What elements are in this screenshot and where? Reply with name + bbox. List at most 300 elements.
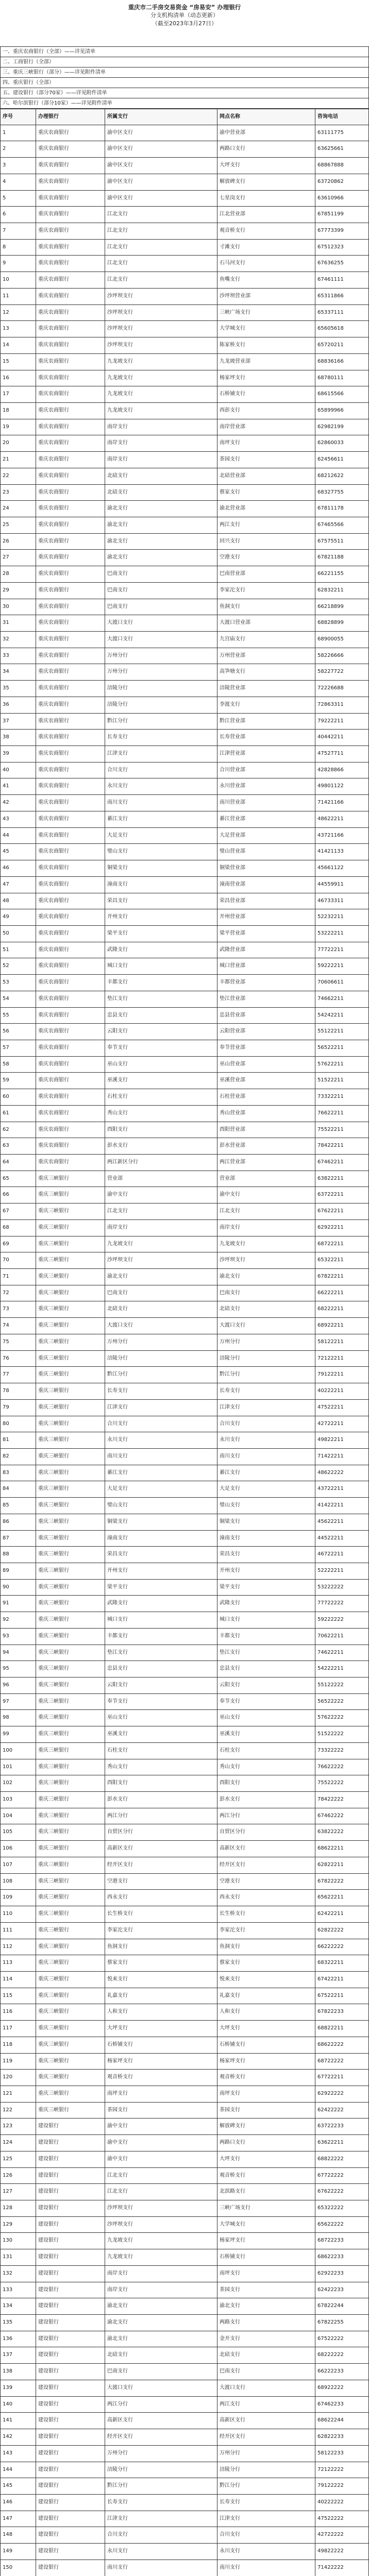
cell-bank: 重庆农商银行: [36, 386, 105, 402]
cell-outlet: 开州支行: [217, 1563, 315, 1579]
cell-outlet: 巫溪支行: [217, 1726, 315, 1742]
cell-phone: 68622233: [315, 2249, 369, 2265]
cell-phone: 68622244: [315, 2413, 369, 2429]
cell-outlet: 大足营业部: [217, 828, 315, 844]
cell-phone: 67722211: [315, 2070, 369, 2086]
cell-outlet: 奉节支行: [217, 1694, 315, 1710]
table-row: [0, 615, 369, 632]
cell-phone: 65311866: [315, 289, 369, 304]
table-row: [0, 2298, 369, 2315]
cell-outlet: 高新区支行: [217, 2413, 315, 2429]
cell-outlet: 北碚支行: [217, 2347, 315, 2363]
note-item: 一、重庆农商银行（全部）——详见清单: [0, 47, 369, 57]
cell-branch: 渝中区支行: [105, 174, 217, 190]
cell-branch: 巴南支行: [105, 566, 217, 582]
cell-index: 22: [0, 468, 36, 484]
cell-outlet: 观音桥支行: [217, 223, 315, 239]
cell-bank: 重庆三峡银行: [36, 1367, 105, 1383]
cell-outlet: 蔡家支行: [217, 1955, 315, 1971]
cell-bank: 重庆三峡银行: [36, 1547, 105, 1563]
cell-phone: 42722222: [315, 2527, 369, 2543]
table-row: [0, 2511, 369, 2528]
cell-phone: 51522222: [315, 1726, 369, 1742]
cell-bank: 重庆三峡银行: [36, 1285, 105, 1301]
cell-branch: 营业部: [105, 1171, 217, 1187]
cell-index: 148: [0, 2527, 36, 2543]
table-row: [0, 174, 369, 191]
cell-phone: 68222211: [315, 1301, 369, 1317]
cell-bank: 重庆三峡银行: [36, 1465, 105, 1481]
cell-phone: 54242211: [315, 1008, 369, 1024]
cell-index: 120: [0, 2070, 36, 2086]
cell-branch: 巴南支行: [105, 583, 217, 599]
cell-outlet: 万州分行: [217, 2446, 315, 2462]
cell-index: 106: [0, 1841, 36, 1857]
cell-bank: 重庆三峡银行: [36, 1449, 105, 1465]
cell-phone: 48622211: [315, 811, 369, 827]
cell-phone: 70622211: [315, 1629, 369, 1645]
table-row: [0, 386, 369, 403]
table-row: [0, 1465, 369, 1482]
table-row: [0, 1024, 369, 1040]
cell-phone: 68615566: [315, 386, 369, 402]
cell-outlet: 礼嘉支行: [217, 1988, 315, 2004]
cell-outlet: 渝中营业部: [217, 125, 315, 141]
cell-index: 91: [0, 1596, 36, 1612]
cell-outlet: 两江支行: [217, 517, 315, 533]
cell-phone: 67851199: [315, 207, 369, 223]
cell-branch: 江北支行: [105, 223, 217, 239]
document-title: 重庆市二手房交易资金 “房易安” 办理银行: [128, 4, 241, 11]
cell-branch: 两江新区分行: [105, 1155, 217, 1171]
cell-outlet: 铜梁营业部: [217, 860, 315, 876]
cell-branch: 鱼洞支行: [105, 1939, 217, 1955]
table-row: [0, 2086, 369, 2103]
cell-outlet: 巫溪营业部: [217, 1073, 315, 1089]
cell-outlet: 大渡口支行: [217, 1318, 315, 1334]
cell-branch: 经开区支行: [105, 2429, 217, 2445]
cell-index: 112: [0, 1939, 36, 1955]
cell-branch: 合川支行: [105, 1416, 217, 1432]
cell-bank: 重庆三峡银行: [36, 1743, 105, 1759]
table-row: [0, 1269, 369, 1285]
cell-branch: 渝北支行: [105, 534, 217, 550]
cell-index: 95: [0, 1661, 36, 1677]
cell-index: 141: [0, 2413, 36, 2429]
cell-outlet: 巫山支行: [217, 1710, 315, 1726]
cell-bank: 重庆三峡银行: [36, 1334, 105, 1350]
cell-outlet: 大学城支行: [217, 2217, 315, 2233]
cell-branch: 渝北支行: [105, 501, 217, 517]
cell-branch: 彭水支行: [105, 1792, 217, 1808]
cell-branch: 巴南支行: [105, 1285, 217, 1301]
cell-bank: 重庆三峡银行: [36, 1612, 105, 1628]
cell-phone: 62922211: [315, 1220, 369, 1236]
cell-branch: 高新区支行: [105, 1841, 217, 1857]
cell-bank: 重庆农商银行: [36, 1024, 105, 1040]
cell-outlet: 茶园支行: [217, 2282, 315, 2298]
cell-phone: 63625661: [315, 141, 369, 157]
table-row: [0, 305, 369, 321]
table-row: [0, 2135, 369, 2151]
cell-bank: 建设银行: [36, 2364, 105, 2380]
table-row: [0, 1514, 369, 1531]
cell-index: 86: [0, 1514, 36, 1530]
table-row: [0, 2004, 369, 2021]
cell-phone: 42828866: [315, 762, 369, 778]
cell-index: 46: [0, 860, 36, 876]
cell-bank: 重庆三峡银行: [36, 1824, 105, 1840]
cell-outlet: 巴南支行: [217, 1285, 315, 1301]
cell-branch: 涪陵分行: [105, 697, 217, 713]
cell-outlet: 两江支行: [217, 2397, 315, 2413]
cell-phone: 40442211: [315, 730, 369, 745]
cell-phone: 59222222: [315, 1612, 369, 1628]
table-row: [0, 550, 369, 566]
cell-outlet: 万州分行: [217, 1334, 315, 1350]
cell-phone: 76622211: [315, 1106, 369, 1122]
cell-index: 89: [0, 1563, 36, 1579]
cell-bank: 重庆农商银行: [36, 714, 105, 730]
cell-outlet: 杨家坪支行: [217, 2054, 315, 2070]
cell-phone: 70606611: [315, 975, 369, 991]
table-row: [0, 1383, 369, 1400]
note-item: 二、工商银行（全部）: [0, 57, 369, 67]
cell-index: 143: [0, 2446, 36, 2462]
table-row: [0, 1563, 369, 1580]
cell-phone: 63610966: [315, 191, 369, 207]
table-row: [0, 1073, 369, 1089]
cell-bank: 重庆农商银行: [36, 403, 105, 419]
cell-bank: 重庆三峡银行: [36, 1906, 105, 1922]
cell-index: 34: [0, 664, 36, 680]
cell-bank: 建设银行: [36, 2462, 105, 2478]
table-row: [0, 1204, 369, 1220]
table-row: [0, 2070, 369, 2086]
cell-index: 109: [0, 1890, 36, 1906]
cell-branch: 江北支行: [105, 1204, 217, 1219]
cell-bank: 重庆农商银行: [36, 289, 105, 304]
cell-index: 93: [0, 1629, 36, 1645]
cell-phone: 40222222: [315, 2495, 369, 2511]
cell-phone: 68922211: [315, 1318, 369, 1334]
cell-phone: 66221155: [315, 566, 369, 582]
cell-branch: 沙坪坝支行: [105, 289, 217, 304]
cell-branch: 观音桥支行: [105, 2070, 217, 2086]
cell-outlet: 巴南支行: [217, 2364, 315, 2380]
cell-phone: 68622211: [315, 1841, 369, 1857]
cell-index: 39: [0, 746, 36, 762]
cell-phone: 54222211: [315, 1661, 369, 1677]
cell-phone: 73322211: [315, 1089, 369, 1105]
cell-phone: 46722211: [315, 1547, 369, 1563]
cell-bank: 建设银行: [36, 2266, 105, 2282]
cell-branch: 武隆支行: [105, 942, 217, 958]
cell-index: 111: [0, 1923, 36, 1939]
cell-phone: 67636255: [315, 256, 369, 272]
cell-index: 74: [0, 1318, 36, 1334]
cell-outlet: 南川支行: [217, 1449, 315, 1465]
table-row: [0, 714, 369, 730]
cell-phone: 65622211: [315, 1890, 369, 1906]
cell-outlet: 巫山营业部: [217, 1057, 315, 1073]
table-row: [0, 2495, 369, 2511]
cell-phone: 75522222: [315, 1775, 369, 1791]
cell-branch: 南川支行: [105, 2560, 217, 2576]
cell-index: 45: [0, 844, 36, 860]
cell-branch: 沙坪坝支行: [105, 321, 217, 337]
cell-branch: 万州分行: [105, 2446, 217, 2462]
cell-outlet: 永川支行: [217, 2544, 315, 2560]
cell-branch: 南川支行: [105, 795, 217, 811]
cell-phone: 46733311: [315, 893, 369, 909]
table-row: [0, 1890, 369, 1906]
cell-bank: 建设银行: [36, 2168, 105, 2184]
cell-index: 122: [0, 2103, 36, 2119]
cell-bank: 重庆农商银行: [36, 648, 105, 664]
cell-branch: 垫江支行: [105, 1645, 217, 1661]
cell-branch: 石桥铺支行: [105, 2037, 217, 2053]
cell-bank: 重庆农商银行: [36, 778, 105, 794]
cell-bank: 建设银行: [36, 2331, 105, 2347]
notes-list: [0, 46, 369, 109]
cell-index: 115: [0, 1988, 36, 2004]
cell-branch: 垫江支行: [105, 991, 217, 1007]
cell-index: 37: [0, 714, 36, 730]
cell-phone: 62822233: [315, 2429, 369, 2445]
cell-outlet: 空港支行: [217, 1874, 315, 1890]
cell-bank: 重庆农商银行: [36, 828, 105, 844]
table-row: [0, 2249, 369, 2266]
cell-phone: 65322211: [315, 1252, 369, 1268]
cell-bank: 建设银行: [36, 2233, 105, 2249]
cell-index: 132: [0, 2266, 36, 2282]
cell-branch: 九龙坡支行: [105, 2233, 217, 2249]
cell-bank: 重庆农商银行: [36, 240, 105, 256]
cell-outlet: 陈家桥支行: [217, 337, 315, 353]
cell-index: 58: [0, 1057, 36, 1073]
table-row: [0, 2151, 369, 2168]
table-row: [0, 534, 369, 550]
cell-branch: 大渡口支行: [105, 1318, 217, 1334]
cell-outlet: 茶园支行: [217, 452, 315, 468]
cell-bank: 重庆三峡银行: [36, 1498, 105, 1514]
cell-branch: 沙坪坝支行: [105, 2200, 217, 2216]
cell-phone: 74622211: [315, 1645, 369, 1661]
cell-index: 36: [0, 697, 36, 713]
cell-bank: 重庆三峡银行: [36, 1939, 105, 1955]
cell-branch: 南岸支行: [105, 2282, 217, 2298]
cell-outlet: 寸滩支行: [217, 240, 315, 256]
document-header: [0, 0, 369, 46]
cell-bank: 重庆三峡银行: [36, 1955, 105, 1971]
table-row: [0, 1939, 369, 1956]
table-row: [0, 1351, 369, 1367]
cell-index: 127: [0, 2184, 36, 2200]
cell-branch: 长寿支行: [105, 730, 217, 745]
cell-phone: 53222211: [315, 926, 369, 942]
table-row: [0, 2397, 369, 2413]
cell-outlet: 李家沱支行: [217, 583, 315, 599]
cell-index: 116: [0, 2004, 36, 2020]
cell-branch: 渝北支行: [105, 550, 217, 566]
cell-bank: 重庆三峡银行: [36, 1432, 105, 1448]
cell-phone: 68722222: [315, 2054, 369, 2070]
cell-outlet: 荣昌营业部: [217, 893, 315, 909]
cell-phone: 62922233: [315, 2266, 369, 2282]
cell-bank: 重庆三峡银行: [36, 1596, 105, 1612]
cell-bank: 重庆农商银行: [36, 534, 105, 550]
cell-bank: 重庆农商银行: [36, 632, 105, 648]
cell-bank: 重庆三峡银行: [36, 2004, 105, 2020]
cell-phone: 67575511: [315, 534, 369, 550]
cell-bank: 建设银行: [36, 2298, 105, 2314]
cell-branch: 渝中区支行: [105, 158, 217, 174]
note-item: 六、哈尔滨银行（部分10家）——详见附件清单: [0, 98, 369, 109]
cell-outlet: 城口支行: [217, 1612, 315, 1628]
cell-phone: 68622222: [315, 2037, 369, 2053]
cell-outlet: 渝北支行: [217, 2298, 315, 2314]
cell-branch: 石柱支行: [105, 1089, 217, 1105]
cell-phone: 68836166: [315, 354, 369, 370]
cell-outlet: 空港支行: [217, 550, 315, 566]
cell-index: 71: [0, 1269, 36, 1285]
cell-index: 32: [0, 632, 36, 648]
cell-branch: 长生桥支行: [105, 1906, 217, 1922]
cell-branch: 长寿支行: [105, 1383, 217, 1399]
cell-bank: 重庆农商银行: [36, 191, 105, 207]
table-row: [0, 2446, 369, 2462]
table-row: [0, 1629, 369, 1645]
cell-branch: 渝北支行: [105, 2331, 217, 2347]
cell-bank: 重庆农商银行: [36, 435, 105, 451]
cell-branch: 奉节支行: [105, 1694, 217, 1710]
cell-bank: 建设银行: [36, 2544, 105, 2560]
cell-phone: 55122222: [315, 1677, 369, 1693]
cell-phone: 63822211: [315, 1171, 369, 1187]
cell-outlet: 涪陵营业部: [217, 681, 315, 697]
cell-index: 146: [0, 2495, 36, 2511]
cell-bank: 重庆三峡银行: [36, 2021, 105, 2037]
cell-phone: 63622211: [315, 2135, 369, 2151]
cell-branch: 自贸区分行: [105, 1824, 217, 1840]
table-row: [0, 1661, 369, 1677]
cell-index: 18: [0, 403, 36, 419]
cell-phone: 74662211: [315, 991, 369, 1007]
column-header-index: 序号: [0, 109, 36, 125]
cell-bank: 重庆三峡银行: [36, 1531, 105, 1547]
table-row: [0, 1334, 369, 1351]
table-row: [0, 1252, 369, 1269]
cell-bank: 重庆三峡银行: [36, 1383, 105, 1399]
cell-phone: 49801122: [315, 778, 369, 794]
cell-outlet: 奉节营业部: [217, 1040, 315, 1056]
cell-index: 94: [0, 1645, 36, 1661]
cell-bank: 重庆三峡银行: [36, 1416, 105, 1432]
cell-outlet: 璧山支行: [217, 1498, 315, 1514]
cell-index: 17: [0, 386, 36, 402]
cell-outlet: 石马河支行: [217, 256, 315, 272]
cell-outlet: 两路支行: [217, 2315, 315, 2331]
cell-index: 137: [0, 2347, 36, 2363]
cell-branch: 沙坪坝支行: [105, 337, 217, 353]
cell-index: 53: [0, 975, 36, 991]
cell-outlet: 高笋塘支行: [217, 664, 315, 680]
cell-outlet: 西彭支行: [217, 403, 315, 419]
cell-outlet: 人和支行: [217, 2004, 315, 2020]
cell-outlet: 荣昌支行: [217, 1547, 315, 1563]
cell-bank: 重庆三峡银行: [36, 1269, 105, 1285]
cell-outlet: 永川营业部: [217, 778, 315, 794]
cell-index: 72: [0, 1285, 36, 1301]
cell-phone: 45622211: [315, 1514, 369, 1530]
table-row: [0, 1057, 369, 1073]
cell-phone: 65622222: [315, 2217, 369, 2233]
table-row: [0, 2315, 369, 2331]
cell-phone: 68780111: [315, 370, 369, 386]
cell-outlet: 高新区支行: [217, 1841, 315, 1857]
cell-branch: 经开区支行: [105, 1857, 217, 1873]
cell-bank: 重庆农商银行: [36, 1089, 105, 1105]
cell-phone: 59222211: [315, 958, 369, 974]
cell-index: 138: [0, 2364, 36, 2380]
cell-index: 105: [0, 1824, 36, 1840]
cell-branch: 大坪支行: [105, 2021, 217, 2037]
cell-index: 9: [0, 256, 36, 272]
table-row: [0, 860, 369, 877]
table-row: [0, 1923, 369, 1939]
cell-phone: 58122233: [315, 2446, 369, 2462]
cell-branch: 万州分行: [105, 664, 217, 680]
cell-bank: 重庆农商银行: [36, 468, 105, 484]
cell-branch: 巫山支行: [105, 1057, 217, 1073]
cell-branch: 北碚支行: [105, 468, 217, 484]
table-row: [0, 321, 369, 337]
cell-bank: 重庆三峡银行: [36, 1580, 105, 1596]
cell-branch: 大渡口支行: [105, 615, 217, 631]
document-subtitle: 分支机构清单（动态更新）: [150, 12, 219, 19]
cell-bank: 重庆农商银行: [36, 1073, 105, 1089]
cell-index: 21: [0, 452, 36, 468]
table-row: [0, 2364, 369, 2380]
table-row: [0, 1972, 369, 1988]
table-row: [0, 272, 369, 289]
cell-index: 7: [0, 223, 36, 239]
cell-outlet: 长寿支行: [217, 2495, 315, 2511]
cell-branch: 南岸支行: [105, 2266, 217, 2282]
table-row: [0, 1040, 369, 1057]
cell-outlet: 云阳支行: [217, 1677, 315, 1693]
cell-index: 99: [0, 1726, 36, 1742]
table-row: [0, 746, 369, 762]
cell-index: 40: [0, 762, 36, 778]
cell-phone: 68722211: [315, 1236, 369, 1252]
cell-bank: 重庆三峡银行: [36, 1481, 105, 1497]
cell-outlet: 江北营业部: [217, 207, 315, 223]
cell-phone: 40222211: [315, 1383, 369, 1399]
cell-phone: 67522211: [315, 1988, 369, 2004]
cell-outlet: 渝中支行: [217, 1187, 315, 1203]
table-row: [0, 1580, 369, 1596]
cell-phone: 45661122: [315, 860, 369, 876]
cell-outlet: 合川支行: [217, 2527, 315, 2543]
cell-index: 129: [0, 2217, 36, 2233]
cell-bank: 重庆农商银行: [36, 909, 105, 925]
cell-branch: 忠县支行: [105, 1661, 217, 1677]
cell-phone: 66222211: [315, 1285, 369, 1301]
cell-bank: 重庆三峡银行: [36, 1252, 105, 1268]
table-row: [0, 1874, 369, 1890]
